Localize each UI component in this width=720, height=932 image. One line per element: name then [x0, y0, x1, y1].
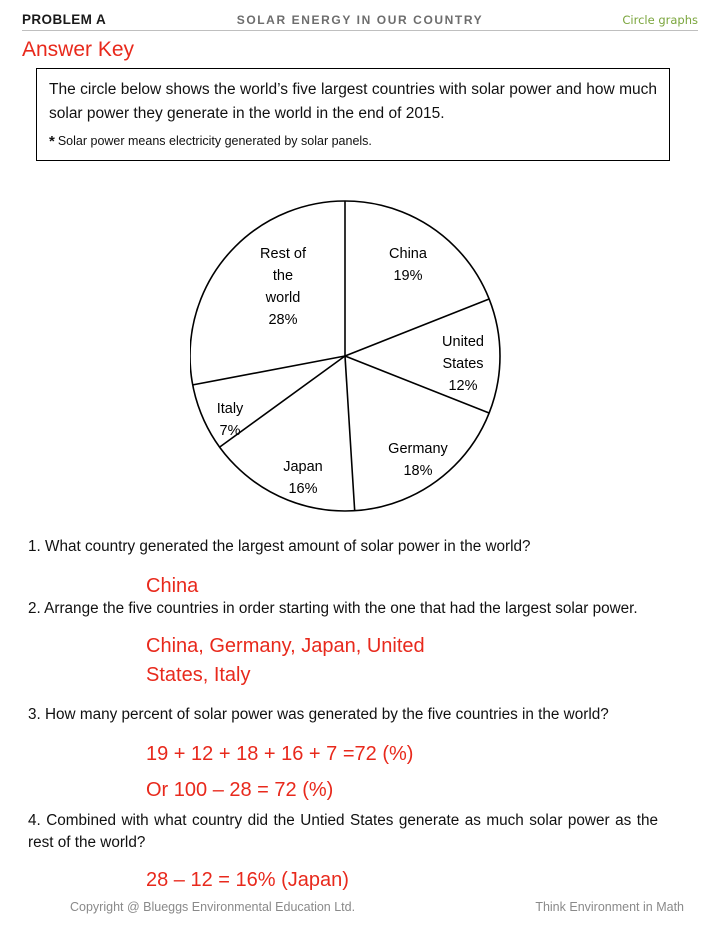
pie-label-rest-3: world — [265, 290, 301, 306]
tagline-text: Think Environment in Math — [535, 900, 684, 914]
asterisk-icon: * — [49, 133, 55, 151]
pie-label-italy-value: 7% — [219, 423, 241, 439]
question-2: 2. Arrange the five countries in order starting with the one that had the largest solar power. — [28, 600, 638, 617]
problem-label: PROBLEM A — [22, 12, 107, 27]
answer-key-title: Answer Key — [22, 38, 135, 61]
page-footer — [0, 900, 720, 918]
pie-label-china-value: 19% — [393, 268, 423, 284]
answer-2 — [146, 632, 720, 690]
pie-label-japan-value: 16% — [288, 481, 318, 497]
pie-label-germany-name: Germany — [388, 441, 448, 457]
prompt-note-text: Solar power means electricity generated by solar panels. — [57, 134, 372, 149]
answer-3-line-1: 19 + 12 + 18 + 16 + 7 =72 (%) — [146, 743, 414, 765]
prompt-note — [49, 133, 657, 150]
answer-2-line-2: States, Italy — [146, 664, 251, 686]
pie-chart-svg — [190, 196, 530, 526]
topic-label: Circle graphs — [622, 13, 698, 27]
pie-label-us-name-1: United — [442, 334, 484, 350]
worksheet-title: SOLAR ENERGY IN OUR COUNTRY — [236, 13, 484, 27]
pie-label-us-value: 12% — [448, 378, 478, 394]
answer-3-line-2: Or 100 – 28 = 72 (%) — [146, 779, 334, 801]
header-divider — [22, 30, 698, 31]
pie-label-rest-1: Rest of — [260, 246, 306, 262]
question-4: 4. Combined with what country did the Untied States generate as much solar power as the rest of the world? — [28, 812, 658, 852]
pie-label-rest-2: the — [272, 268, 294, 284]
copyright-text: Copyright @ Blueggs Environmental Education Ltd. — [70, 900, 356, 914]
pie-label-china-name: China — [389, 246, 427, 262]
pie-chart — [0, 196, 720, 526]
pie-label-italy-name: Italy — [216, 401, 244, 417]
pie-label-us-name-2: States — [442, 356, 484, 372]
answer-2-line-1: China, Germany, Japan, United — [146, 635, 425, 657]
pie-label-germany-value: 18% — [403, 463, 433, 479]
pie-label-rest-4: 28% — [268, 312, 298, 328]
prompt-box — [36, 68, 670, 161]
pie-label-japan-name: Japan — [283, 459, 323, 475]
question-1: 1. What country generated the largest amount of solar power in the world? — [28, 538, 531, 555]
answer-1: China — [146, 575, 199, 597]
page-header — [22, 10, 698, 32]
question-3: 3. How many percent of solar power was generated by the five countries in the world? — [28, 706, 609, 723]
answer-4: 28 – 12 = 16% (Japan) — [146, 869, 349, 891]
prompt-text: The circle below shows the world’s five largest countries with solar power and how much solar power they generate in the world in the end of 2015. — [49, 81, 657, 123]
